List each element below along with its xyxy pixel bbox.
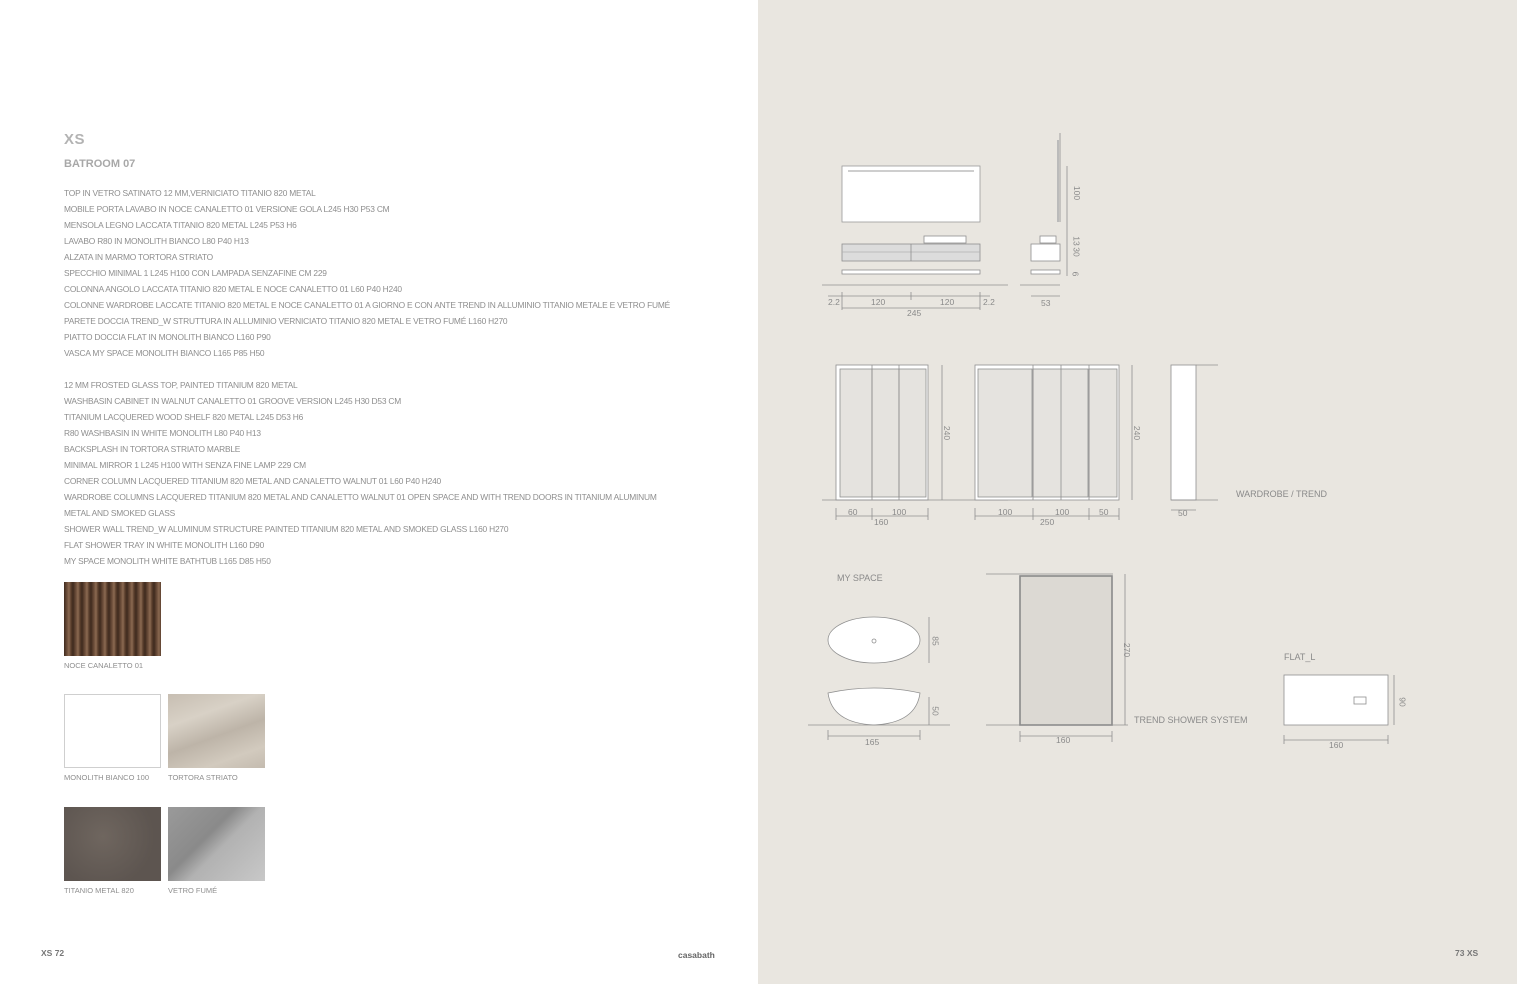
desc-line: METAL AND SMOKED GLASS: [64, 508, 176, 518]
wardrobe-side-drawing: [1171, 365, 1218, 510]
dim-label: 120: [940, 297, 955, 307]
dim-label: 100: [892, 507, 907, 517]
dim-label: 13: [1071, 236, 1082, 246]
desc-line: FLAT SHOWER TRAY IN WHITE MONOLITH L160 D90: [64, 540, 265, 550]
dim-label: 240: [1132, 425, 1143, 441]
bathroom-subtitle: BATROOM 07: [64, 158, 136, 170]
swatch-tortora-striato: [168, 694, 265, 768]
dim-label: 2.2: [828, 297, 840, 307]
dim-label: 165: [865, 737, 880, 747]
dim-label: 270: [1122, 642, 1133, 658]
dim-label: 120: [871, 297, 886, 307]
desc-line: SHOWER WALL TREND_W ALUMINUM STRUCTURE PAINTED TITANIUM 820 METAL AND SMOKED GLASS L160 H270: [64, 524, 509, 534]
swatch-caption: TORTORA STRIATO: [168, 773, 238, 782]
dim-label: 100: [998, 507, 1013, 517]
desc-line: BACKSPLASH IN TORTORA STRIATO MARBLE: [64, 444, 241, 454]
dim-label: 6: [1070, 271, 1081, 277]
dim-label: 50: [1178, 508, 1188, 518]
desc-line: COLONNA ANGOLO LACCATA TITANIO 820 METAL E NOCE CANALETTO 01 L60 P40 H240: [64, 284, 402, 294]
dim-label: 50: [1099, 507, 1109, 517]
desc-line: MOBILE PORTA LAVABO IN NOCE CANALETTO 01 VERSIONE GOLA L245 H30 P53 CM: [64, 204, 390, 214]
desc-line: CORNER COLUMN LACQUERED TITANIUM 820 METAL AND CANALETTO WALNUT 01 L60 P40 H240: [64, 476, 441, 486]
dim-label: 100: [1072, 185, 1083, 201]
desc-line: ALZATA IN MARMO TORTORA STRIATO: [64, 252, 213, 262]
desc-line: COLONNE WARDROBE LACCATE TITANIO 820 METAL E NOCE CANALETTO 01 A GIORNO E CON ANTE TREND IN ALLUMINIO TITANIO METALE E VETRO FUMÉ: [64, 300, 671, 310]
flat-label: FLAT_L: [1284, 652, 1316, 662]
swatch-titanio-metal: [64, 807, 161, 881]
technical-drawings: [758, 0, 1517, 984]
wardrobe-right-drawing: [975, 365, 1132, 520]
desc-line: TITANIUM LACQUERED WOOD SHELF 820 METAL L245 D53 H6: [64, 412, 304, 422]
swatch-caption: TITANIO METAL 820: [64, 886, 134, 895]
swatch-noce-canaletto: [64, 582, 161, 656]
desc-line: 12 MM FROSTED GLASS TOP, PAINTED TITANIUM 820 METAL: [64, 380, 298, 390]
desc-line: LAVABO R80 IN MONOLITH BIANCO L80 P40 H13: [64, 236, 249, 246]
shower-drawing: [986, 574, 1128, 742]
swatch-caption: NOCE CANALETTO 01: [64, 661, 144, 670]
desc-line: WARDROBE COLUMNS LACQUERED TITANIUM 820 METAL AND CANALETTO WALNUT 01 OPEN SPACE AND WITH TREND DOORS IN TITANIUM ALUMINUM: [64, 492, 657, 502]
desc-line: VASCA MY SPACE MONOLITH BIANCO L165 P85 H50: [64, 348, 265, 358]
desc-line: WASHBASIN CABINET IN WALNUT CANALETTO 01 GROOVE VERSION L245 H30 D53 CM: [64, 396, 402, 406]
shower-label: TREND SHOWER SYSTEM: [1134, 715, 1248, 725]
desc-line: SPECCHIO MINIMAL 1 L245 H100 CON LAMPADA SENZAFINE CM 229: [64, 268, 327, 278]
swatch-caption: VETRO FUMÉ: [168, 886, 218, 895]
dim-label: 240: [942, 425, 953, 441]
desc-line: PIATTO DOCCIA FLAT IN MONOLITH BIANCO L160 P90: [64, 332, 271, 342]
desc-line: PARETE DOCCIA TREND_W STRUTTURA IN ALLUMINIO VERNICIATO TITANIO 820 METAL E VETRO FUMÉ L160 H270: [64, 316, 508, 326]
dim-label: 100: [1055, 507, 1070, 517]
page-number-left: XS 72: [41, 948, 65, 958]
description-english: [64, 377, 657, 569]
page-number-right: 73 XS: [1455, 948, 1479, 958]
desc-line: MENSOLA LEGNO LACCATA TITANIO 820 METAL L245 P53 H6: [64, 220, 297, 230]
dim-label: 250: [1040, 517, 1055, 527]
wardrobe-label: WARDROBE / TREND: [1236, 489, 1328, 499]
desc-line: TOP IN VETRO SATINATO 12 MM,VERNICIATO TITANIO 820 METAL: [64, 188, 316, 198]
bathtub-drawing: [808, 617, 950, 740]
swatch-vetro-fume: [168, 807, 265, 881]
desc-line: R80 WASHBASIN IN WHITE MONOLITH L80 P40 H13: [64, 428, 261, 438]
description-italian: [64, 185, 670, 361]
dim-label: 160: [1056, 735, 1071, 745]
right-page: [758, 0, 1517, 984]
dim-label: 30: [1071, 247, 1082, 257]
dim-label: 60: [848, 507, 858, 517]
dim-label: 160: [1329, 740, 1344, 750]
swatch-caption: MONOLITH BIANCO 100: [64, 773, 150, 782]
dim-label: 2.2: [983, 297, 995, 307]
desc-line: MY SPACE MONOLITH WHITE BATHTUB L165 D85 H50: [64, 556, 271, 566]
dim-label: 50: [930, 706, 941, 716]
vanity-front-drawing: [822, 166, 1008, 310]
dim-label: 53: [1041, 298, 1051, 308]
swatch-monolith-bianco: [64, 694, 161, 768]
brand-logo: casabath: [678, 950, 715, 960]
dim-label: 245: [907, 308, 922, 318]
left-page: [0, 0, 758, 984]
myspace-label: MY SPACE: [837, 573, 883, 583]
dim-label: 160: [874, 517, 889, 527]
series-title: XS: [64, 131, 86, 148]
vanity-side-drawing: [1020, 133, 1067, 296]
dim-label: 85: [930, 636, 941, 646]
shower-tray-drawing: [1284, 675, 1394, 744]
dim-label: 90: [1397, 697, 1408, 707]
desc-line: MINIMAL MIRROR 1 L245 H100 WITH SENZA FINE LAMP 229 CM: [64, 460, 306, 470]
